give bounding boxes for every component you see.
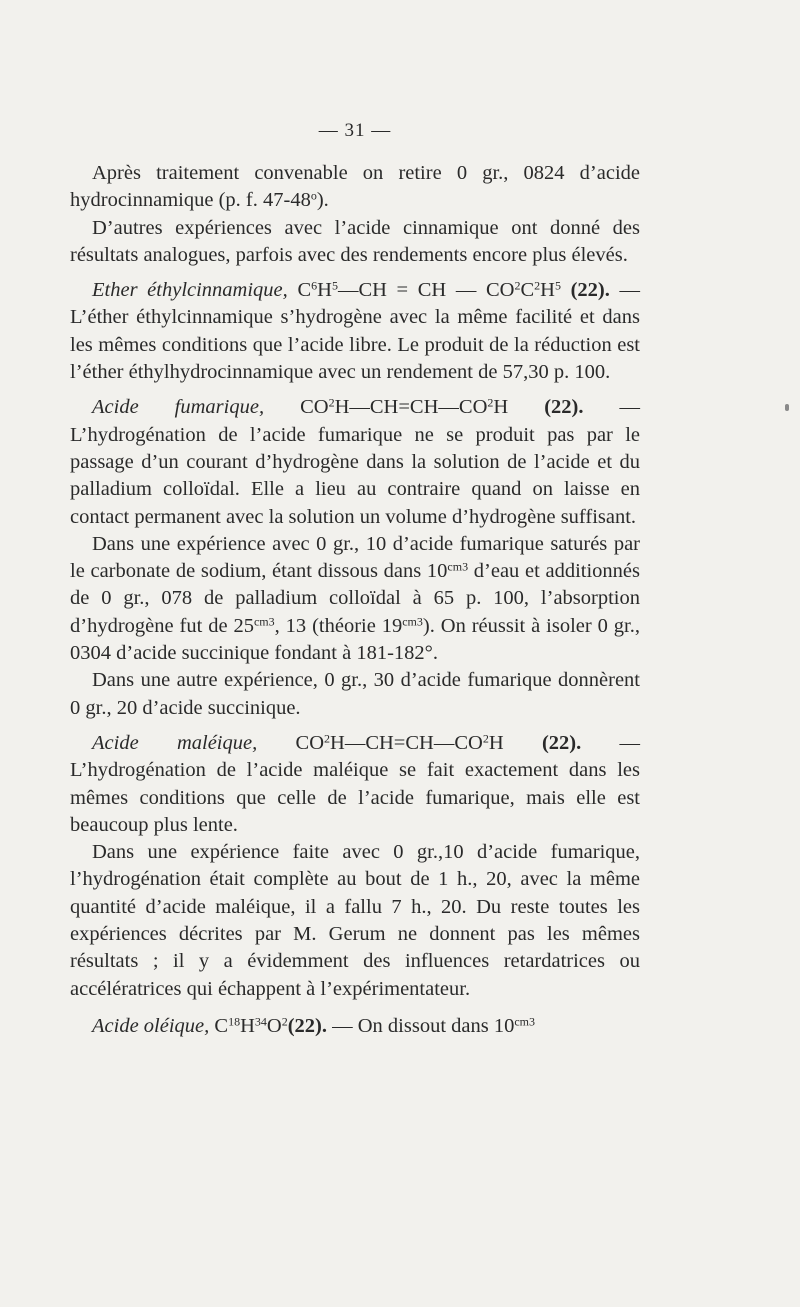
ether-text: — L’éther éthylcinnamique s’hydrogène avec la même facilité et dans les mêmes conditions que l’acide libre. Le produit de la réduction est l’éther éthylhydrocinnamique avec un rendement de 57,30 p. 100.	[70, 279, 641, 384]
oleic-formula: $C^{18}H^{34}O^2$	[214, 1014, 288, 1037]
margin-mark	[785, 404, 789, 411]
maleic-text: — L’hydrogénation de l’acide maléique se fait exactement dans les mêmes conditions que celle de l’acide fumarique, mais elle est beaucoup plus lente.	[70, 731, 641, 836]
fumaric-text: — L’hydrogénation de l’acide fumarique ne se produit pas par le passage d’un courant d’hydrogène dans la solution de l’acide et du palladium colloïdal. Elle a lieu au contraire quand on laisse en contact permanent avec la solution un volume d’hydrogène suffisant.	[70, 396, 641, 528]
body-text	[70, 160, 640, 1040]
paragraph-fumaric	[70, 394, 640, 530]
p1-text-a: Après traitement convenable on retire 0 gr., 0824 d’acide hydrocinnamique (p. f. 47-48	[70, 162, 640, 212]
fumaric-reference: (22).	[544, 396, 584, 419]
oleic-title: Acide oléique,	[92, 1014, 210, 1037]
page-number: — 31 —	[318, 120, 392, 141]
maleic-title: Acide maléique,	[92, 731, 258, 754]
paragraph-ether	[70, 277, 640, 386]
fumaric-title: Acide fumarique,	[92, 396, 265, 419]
paragraph-2: D’autres expériences avec l’acide cinnamique ont donné des résultats analogues, parfois avec des rendements encore plus élevés.	[70, 216, 640, 266]
paragraph-1	[70, 160, 640, 215]
paragraph-5: Dans une expérience avec 0 gr., 10 d’acide fumarique saturés par le carbonate de sodium, étant dissous dans $10^{cm3}$ d’eau et additionnés de 0 gr., 078 de palladium colloïdal à 65 p. 100, l’absorption d’hydrogène fut de $25^{cm3}$, 13 (théorie $19^{cm3}$). On réussit à isoler 0 gr., 0304 d’acide succinique fondant à 181-182°.	[70, 532, 640, 665]
maleic-formula: $CO^2H—CH=CH—CO^2H$	[295, 731, 504, 754]
paragraph-maleic	[70, 730, 640, 839]
oleic-text: — On dissout dans 10	[332, 1014, 515, 1037]
oleic-unit: cm3	[514, 1014, 536, 1029]
fumaric-formula: $CO^2H—CH=CH—CO^2H$	[300, 395, 509, 419]
maleic-reference: (22).	[541, 731, 582, 754]
p1-text-c: ).	[316, 189, 329, 212]
paragraph-8: Dans une expérience faite avec 0 gr.,10 d’acide fumarique, l’hydrogénation était complète au bout de 1 h., 20, avec la même quantité d’acide maléique, il a fallu 7 h., 20. Du reste toutes les expériences décrites par M. Gerum ne donnent pas les mêmes résultats ; il y a évidemment des influences retardatrices ou accélératrices qui échappent à l’expérimentateur.	[70, 841, 640, 1000]
ether-formula: $C^6H^5—CH$ = CH — $CO^2C^2H^5$	[297, 278, 561, 302]
ether-title: Ether éthylcinnamique,	[92, 279, 288, 302]
ether-reference: (22).	[570, 279, 610, 302]
paragraph-6: Dans une autre expérience, 0 gr., 30 d’acide fumarique donnèrent 0 gr., 20 d’acide succinique.	[70, 669, 640, 719]
paragraph-oleic	[70, 1013, 640, 1040]
oleic-reference: (22).	[287, 1014, 327, 1037]
p1-degree: o	[310, 188, 317, 203]
